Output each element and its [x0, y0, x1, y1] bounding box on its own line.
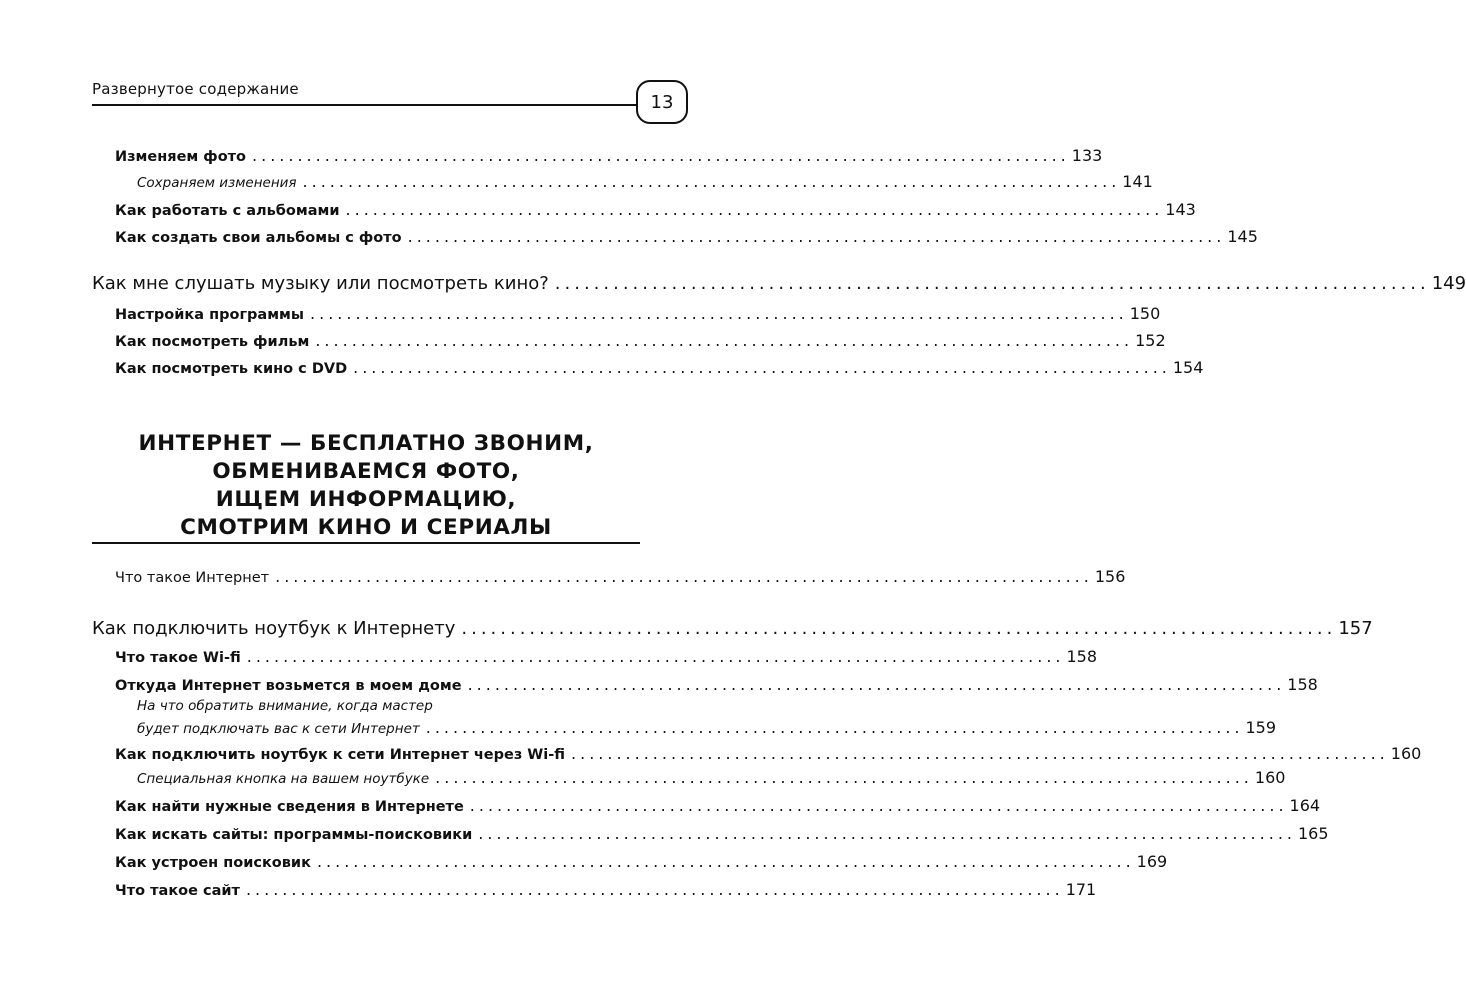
toc-entry-page: 164	[1289, 796, 1321, 815]
leader-dots: ..........................................................................................	[461, 618, 1337, 639]
toc-entry-title: Как найти нужные сведения в Интернете	[115, 799, 464, 815]
toc-entry-page: 152	[1135, 331, 1166, 350]
leader-dots: ..........................................................................................	[435, 768, 1253, 787]
toc-entry[interactable]	[115, 331, 1166, 350]
header-rule	[92, 104, 640, 106]
running-head: Развернутое содержание	[92, 80, 299, 98]
leader-dots: ..........................................................................................	[275, 567, 1093, 586]
toc-entry-page: 133	[1071, 146, 1103, 165]
toc-entry-title: Как посмотреть фильм	[115, 334, 310, 350]
toc-entry-page: 165	[1297, 824, 1329, 843]
toc-entry[interactable]	[115, 647, 1098, 666]
toc-chapter[interactable]	[92, 273, 1466, 294]
toc-entry-page: 156	[1094, 567, 1126, 586]
leader-dots: ..........................................................................................	[246, 647, 1065, 666]
toc-entry[interactable]	[115, 796, 1321, 815]
toc-entry[interactable]	[137, 718, 1277, 737]
leader-dots: ..........................................................................................	[407, 227, 1226, 246]
leader-dots: ..........................................................................................	[316, 852, 1135, 871]
toc-chapter-page: 149	[1431, 273, 1466, 294]
leader-dots: ..........................................................................................	[425, 718, 1244, 737]
part-title	[92, 430, 640, 542]
toc-entry-title: Как посмотреть кино с DVD	[115, 361, 348, 377]
leader-dots: ..........................................................................................	[310, 304, 1128, 323]
toc-entry[interactable]	[115, 567, 1126, 586]
leader-dots: ..........................................................................................	[302, 172, 1121, 191]
toc-entry-title: Как работать с альбомами	[115, 203, 340, 219]
leader-dots: ..........................................................................................	[315, 331, 1134, 350]
toc-entry-title: Как подключить ноутбук к сети Интернет через Wi-fi	[115, 747, 566, 763]
toc-subentry-line1: На что обратить внимание, когда мастер	[137, 698, 433, 714]
leader-dots: ..........................................................................................	[554, 273, 1430, 294]
toc-entry-page: 150	[1129, 304, 1161, 323]
toc-chapter-title: Как подключить ноутбук к Интернету	[92, 618, 456, 639]
toc-entry-page: 160	[1390, 744, 1422, 763]
toc-entry-title: Что такое Wi-fi	[115, 650, 241, 666]
leader-dots: ..........................................................................................	[353, 358, 1171, 377]
toc-entry-title: Настройка программы	[115, 307, 305, 323]
page-number: 13	[636, 80, 688, 124]
leader-dots: ..........................................................................................	[571, 744, 1389, 763]
toc-entry-title: Сохраняем изменения	[137, 175, 297, 191]
leader-dots: ..........................................................................................	[345, 200, 1164, 219]
part-rule	[92, 542, 640, 544]
toc-entry-page: 154	[1172, 358, 1204, 377]
toc-entry[interactable]	[115, 304, 1161, 323]
toc-entry-title: Как искать сайты: программы-поисковики	[115, 827, 473, 843]
toc-entry-title: Откуда Интернет возьмется в моем доме	[115, 678, 462, 694]
toc-entry[interactable]	[137, 768, 1286, 787]
toc-entry-title: Как создать свои альбомы с фото	[115, 230, 402, 246]
toc-entry-title: будет подключать вас к сети Интернет	[137, 721, 420, 737]
leader-dots: ..........................................................................................	[245, 880, 1064, 899]
toc-entry[interactable]	[115, 880, 1097, 899]
toc-entry-page: 141	[1122, 172, 1153, 191]
toc-entry[interactable]	[115, 852, 1168, 871]
toc-entry-title: Как устроен поисковик	[115, 855, 311, 871]
toc-entry[interactable]	[115, 227, 1258, 246]
toc-entry[interactable]	[137, 172, 1153, 191]
toc-entry-title: Изменяем фото	[115, 149, 247, 165]
toc-entry-page: 160	[1254, 768, 1286, 787]
toc-entry-page: 158	[1066, 647, 1098, 666]
toc-entry-title: Что такое сайт	[115, 883, 240, 899]
leader-dots: ..........................................................................................	[478, 824, 1296, 843]
toc-chapter[interactable]	[92, 618, 1373, 639]
toc-entry-page: 159	[1245, 718, 1277, 737]
toc-entry[interactable]	[115, 675, 1318, 694]
leader-dots: ..........................................................................................	[252, 146, 1070, 165]
leader-dots: ..........................................................................................	[469, 796, 1288, 815]
toc-entry[interactable]	[115, 146, 1103, 165]
toc-entry-page: 143	[1165, 200, 1196, 219]
toc-entry[interactable]	[115, 824, 1329, 843]
leader-dots: ..........................................................................................	[467, 675, 1286, 694]
toc-entry[interactable]	[115, 200, 1196, 219]
toc-entry-page: 145	[1227, 227, 1258, 246]
toc-chapter-page: 157	[1338, 618, 1373, 639]
part-title-line: ИЩЕМ ИНФОРМАЦИЮ,	[215, 487, 517, 512]
toc-entry-page: 158	[1287, 675, 1318, 694]
toc-entry-title: Что такое Интернет	[115, 570, 270, 586]
toc-entry[interactable]	[115, 358, 1204, 377]
toc-chapter-title: Как мне слушать музыку или посмотреть кино?	[92, 273, 549, 294]
part-title-line: ОБМЕНИВАЕМСЯ ФОТО,	[212, 459, 520, 484]
toc-entry-title: Специальная кнопка на вашем ноутбуке	[137, 771, 430, 787]
part-title-line: СМОТРИМ КИНО И СЕРИАЛЫ	[180, 515, 552, 540]
part-title-line: ИНТЕРНЕТ — БЕСПЛАТНО ЗВОНИМ,	[138, 431, 594, 456]
toc-entry-page: 171	[1065, 880, 1097, 899]
toc-entry-page: 169	[1136, 852, 1168, 871]
toc-entry[interactable]	[115, 744, 1422, 763]
